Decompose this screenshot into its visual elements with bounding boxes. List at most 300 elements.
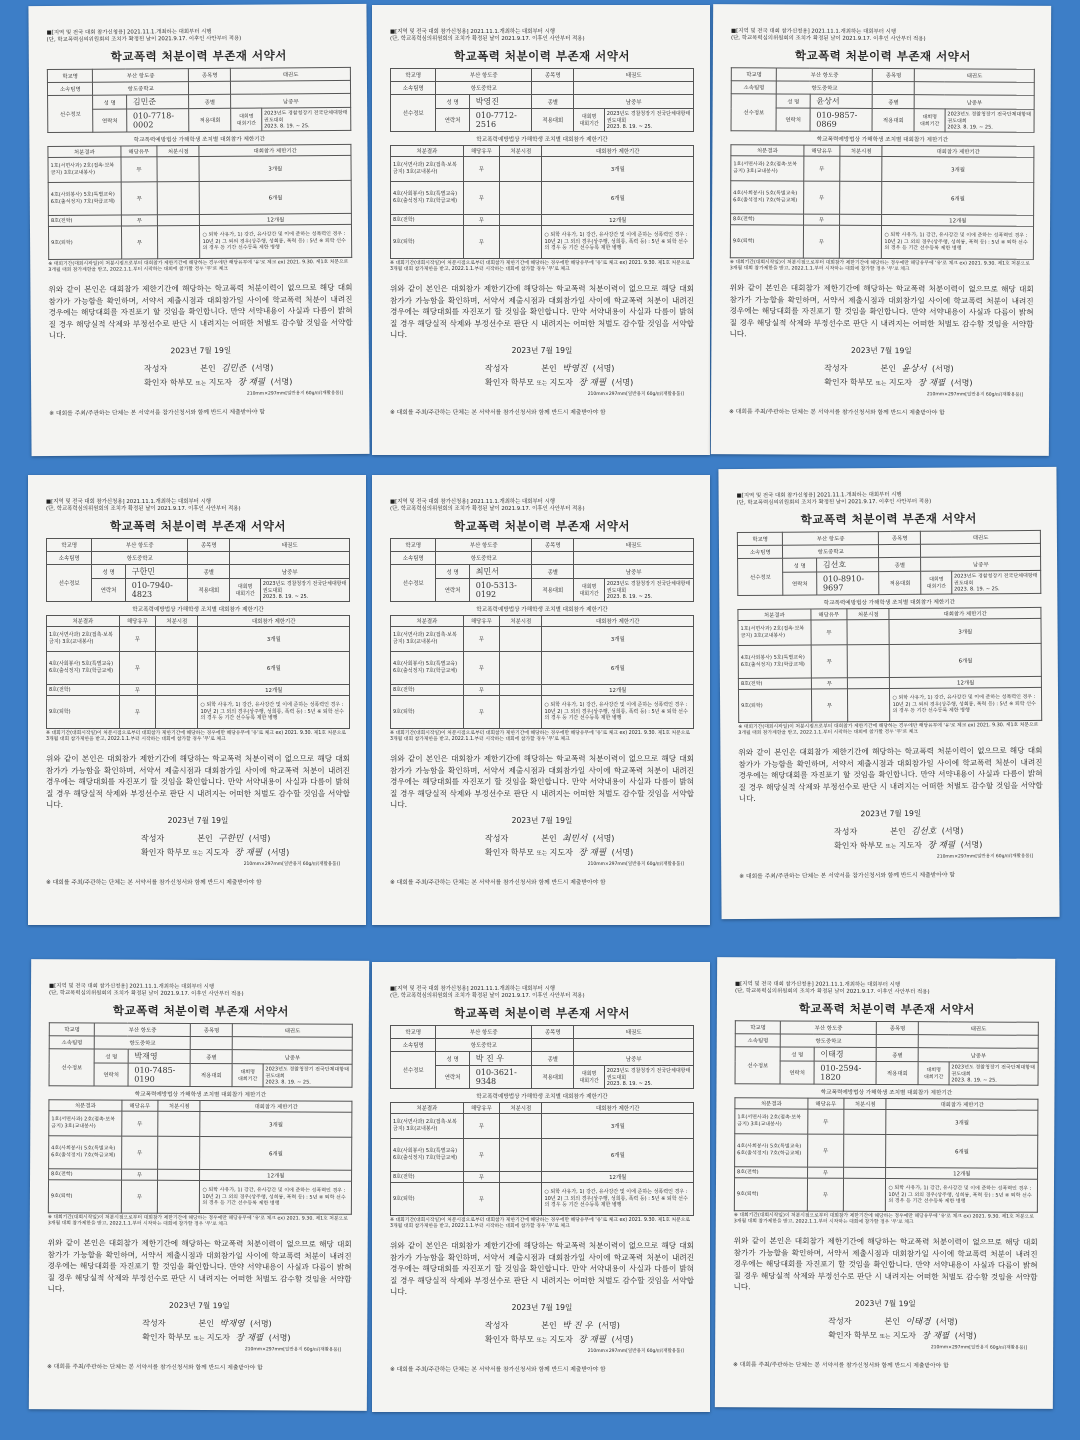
confirmer-line: 확인자 학부모 또는 지도자 장 재필 (서명)	[485, 847, 634, 858]
col-header: 해당유무	[119, 616, 155, 627]
cell: ○ 퇴학 사유가, 1) 강간, 유사강간 및 이에 준하는 성폭력인 경우 : 10년 2) 그 외의 경우(상주행, 성희롱, 폭력 등) : 5년 ※ 퇴학 선수의 경우 등 기간 선수등록 제한 병행	[886, 1179, 1038, 1213]
writer-line: 작성자 본인 김선호 (서명)	[833, 826, 964, 837]
row-label: 1호(서면사과) 2호(접촉·보복금지) 3호(교내봉사)	[48, 157, 121, 183]
pledge-sheet	[28, 475, 366, 925]
event: 태권도	[230, 539, 350, 552]
header-line: (단, 학교폭력심의위원회의 조치가 확정된 날이 2021.9.17. 이후인 사안부터 적용)	[48, 990, 244, 998]
label: 소속팀명	[731, 81, 777, 94]
cell: 무	[463, 182, 499, 215]
label: 성 명	[436, 95, 469, 109]
label: 대회명 대회기간	[232, 1064, 262, 1087]
confirmer-line: 확인자 학부모 또는 지도자 장 재필 (서명)	[141, 847, 290, 858]
sheet-title: 학교폭력 처분이력 부존재 서약서	[453, 1006, 631, 1020]
cell: 무	[463, 685, 499, 696]
header-line: ■[지역 및 전국 대회 참가신청용] 2021.11.1.개최하는 대회부터 시행	[390, 29, 556, 35]
self-signature: 이태경	[905, 1317, 931, 1328]
pledge-date: 2023년 7월 19일	[511, 345, 573, 355]
label: 종별	[879, 557, 922, 571]
competition: 2023년도 경찰청장기 전국단체대항태권도대회 2023. 8. 19. ~ 25.	[261, 107, 350, 131]
col-header: 처분결과	[391, 146, 464, 157]
col-header: 해당유무	[463, 1103, 499, 1114]
event: 태권도	[574, 1026, 694, 1039]
competition: 2023년도 경찰청장기 전국단체대항태권도대회 2023. 8. 19. ~ 25.	[604, 1066, 693, 1089]
sheet-title: 학교폭력 처분이력 부존재 서약서	[794, 48, 971, 64]
writer-line: 작성자 본인 박재영 (서명)	[142, 1318, 272, 1330]
cell: ○ 퇴학 사유가, 1) 강간, 유사강간 및 이에 준하는 성폭력인 경우 : 10년 2) 그 외의 경우(상주행, 성희롱, 폭력 등) : 5년 ※ 퇴학 선수의 경우 등 기간 선수등록 제한 병행	[200, 224, 352, 258]
header-line: ■[지역 및 전국 대회 참가신청용] 2021.11.1.개최하는 대회부터 시행	[735, 981, 901, 989]
competition: 2023년도 경찰청장기 전국단체대항태권도대회 2023. 8. 19. ~ 25.	[951, 570, 1040, 594]
label: 학교명	[391, 1026, 436, 1039]
col-header: 대회참가 제한기간	[886, 1099, 1038, 1111]
label: 종목명	[876, 1021, 918, 1034]
label: 성 명	[92, 565, 125, 579]
label: 연락처	[436, 1066, 469, 1089]
cell: 3개월	[542, 157, 694, 182]
label: 대회명 대회기간	[918, 1062, 948, 1085]
school: 부산 항도중	[436, 69, 532, 82]
col-header: 처분시점	[158, 1100, 200, 1111]
label: 적용대회	[879, 571, 922, 594]
table-note: ※ 대회기간(대회시작일)이 처분시점으로부터 대회참가 제한기간에 해당하는 경우에만 해당유무에 '유'로 체크 ex) 2021. 9.30. 제1호 처분으로 3개월 대회 참가제한을 받고, 2022.1.1.부터 시작하는 대회에 참가할 경우 '무'로 체크	[48, 259, 349, 274]
label: 선수정보	[391, 1052, 436, 1089]
cell: 무	[803, 225, 840, 258]
table-note: ※ 대회기간(대회시작일)이 처분시점으로부터 대회참가 제한기간에 해당하는 경우에만 해당유무에 '유'로 체크 ex) 2021. 9.30. 제1호 처분으로 3개월 대회 참가제한을 받고, 2022.1.1.부터 시작하는 대회에 참가할 경우 '무'로 체크	[729, 260, 1030, 273]
cell: 12개월	[542, 1172, 694, 1183]
pledge-sheet	[29, 959, 369, 1411]
player-name: 구한민	[125, 565, 187, 579]
cell: 무	[121, 215, 157, 226]
col-header: 처분결과	[735, 1098, 808, 1109]
col-header: 처분결과	[738, 609, 811, 621]
writer-line: 작성자 본인 구한민 (서명)	[141, 833, 271, 844]
label: 학교명	[391, 539, 436, 552]
cell: 12개월	[890, 676, 1042, 688]
paper-note: 210mm×297mm[일반용지 60g/㎡(재활용품)]	[930, 1345, 1028, 1351]
col-header: 대회참가 제한기간	[542, 146, 694, 157]
competition: 2023년도 경찰청장기 전국단체대항태권도대회 2023. 8. 19. ~ 25.	[604, 109, 693, 132]
label: 대회명 대회기간	[921, 571, 951, 594]
label: 적용대회	[532, 109, 574, 132]
player-name: 최민서	[469, 565, 531, 579]
label: 학교명	[737, 532, 783, 545]
cell: 6개월	[198, 652, 350, 685]
gender: 남중부	[574, 565, 694, 579]
table-caption: 학교폭력예방법상 가해학생 조치별 대회참가 제한기간	[133, 136, 266, 144]
table-caption: 학교폭력예방법상 가해학생 조치별 대회참가 제한기간	[823, 599, 956, 607]
info-table	[737, 530, 1041, 596]
cell: 3개월	[200, 1112, 352, 1138]
col-header: 처분결과	[731, 145, 804, 156]
player-phone: 010-7718-0002	[126, 109, 188, 132]
label: 학교명	[47, 69, 93, 82]
label: 학교명	[49, 1023, 95, 1036]
self-signature: 박영진	[562, 363, 588, 374]
event: 태권도	[919, 1022, 1039, 1036]
cell: 무	[463, 1114, 499, 1139]
cell: 무	[807, 1134, 844, 1167]
label: 선수정보	[48, 95, 94, 132]
confirmer-line: 확인자 학부모 또는 지도자 장 재필 (서명)	[485, 377, 634, 388]
competition: 2023년도 경찰청장기 전국단체대항태권도대회 2023. 8. 19. ~ 25.	[263, 1064, 352, 1087]
player-name: 윤상서	[810, 94, 872, 108]
col-header: 처분시점	[500, 146, 542, 157]
writer-line: 작성자 본인 박 진 우 (서명)	[485, 1320, 620, 1331]
school: 부산 항도중	[783, 532, 879, 546]
event: 태권도	[231, 67, 351, 81]
label: 종별	[876, 1047, 918, 1061]
col-header: 처분시점	[844, 1098, 886, 1109]
cell: 무	[119, 685, 155, 696]
cell: 12개월	[542, 685, 694, 696]
label: 소속팀명	[49, 1036, 95, 1049]
header-line: (단, 학교폭력심의위원회의 조치가 확정된 날이 2021.9.17. 이후인 사안부터 적용)	[46, 506, 241, 512]
school: 부산 항도중	[93, 69, 189, 83]
event: 태권도	[574, 69, 694, 82]
cell: 무	[463, 1172, 499, 1183]
label: 적용대회	[532, 579, 574, 602]
cell: 3개월	[198, 627, 350, 652]
header-line: (단, 학교폭력심의위원회의 조치가 확정된 날이 2021.9.17. 이후인 사안부터 적용)	[730, 35, 926, 43]
event: 태권도	[233, 1024, 353, 1038]
self-signature: 김민준	[221, 363, 247, 374]
bottom-note: ※ 대회를 주최/주관하는 단체는 본 서약서를 참가신청서와 함께 반드시 제출받아야 함	[729, 409, 945, 417]
paper-note: 210mm×297mm[일반용지 60g/㎡(재활용품)]	[246, 390, 344, 397]
confirmer-line: 확인자 학부모 또는 지도자 장 재필 (서명)	[144, 377, 293, 388]
col-header: 처분결과	[49, 1100, 122, 1111]
cell: 6개월	[200, 1137, 352, 1171]
pledge-sheet	[718, 467, 1059, 919]
gender: 남중부	[231, 93, 351, 108]
bottom-note: ※ 대회를 주최/주관하는 단체는 본 서약서를 참가신청서와 함께 반드시 제출받아야 함	[739, 872, 955, 881]
table-caption: 학교폭력예방법상 가해학생 조치별 대회참가 제한기간	[820, 1089, 953, 1097]
label: 종별	[190, 1049, 232, 1063]
label: 대회명 대회기간	[230, 579, 260, 602]
pledge-paragraph: 위와 같이 본인은 대회참가 제한기간에 해당하는 학교폭력 처분이력이 없으므로 해당 대회 참가가 가능함을 확인하며, 서약서 제출시점과 대회참가일 사이에 학교폭력 처분이 내려진 경우에는 해당대회를 자진포기 할 것임을 확인합니다. 만약 서약내용이 사실과 다름이 밝혀질 경우 해당실적 삭제와 부정선수로 판단 시 내려지는 어떠한 처벌도 감수할 것임을 서약합니다.	[48, 282, 353, 341]
gender: 남중부	[574, 1052, 694, 1066]
col-header: 해당유무	[463, 616, 499, 627]
col-header: 대회참가 제한기간	[200, 1101, 352, 1113]
cell: 6개월	[542, 1139, 694, 1172]
event: 태권도	[915, 69, 1035, 83]
label: 적용대회	[876, 1061, 919, 1084]
label: 적용대회	[872, 108, 915, 131]
penalty-table	[734, 1097, 1039, 1213]
row-label: 8호(전학)	[47, 685, 120, 696]
row-label: 9호(퇴학)	[391, 226, 464, 259]
table-note: ※ 대회기간(대회시작일)이 처분시점으로부터 대회참가 제한기간에 해당하는 경우에만 해당유무에 '유'로 체크 ex) 2021. 9.30. 제1호 처분으로 3개월 대회 참가제한을 받고, 2022.1.1.부터 시작하는 대회에 참가할 경우 '무'로 체크	[738, 722, 1039, 737]
label: 학교명	[391, 69, 436, 82]
label: 소속팀명	[737, 545, 783, 558]
cell: 무	[463, 1139, 499, 1172]
label: 적용대회	[532, 1066, 574, 1089]
label: 선수정보	[731, 94, 777, 131]
self-signature: 박재영	[219, 1319, 245, 1330]
table-caption: 학교폭력예방법상 가해학생 조치별 대회참가 제한기간	[816, 136, 949, 144]
writer-line: 작성자 본인 박영진 (서명)	[485, 363, 615, 374]
bottom-note: ※ 대회를 주최/주관하는 단체는 본 서약서를 참가신청서와 함께 반드시 제출받아야 함	[733, 1362, 949, 1370]
table-caption: 학교폭력예방법상 가해학생 조치별 대회참가 제한기간	[134, 1091, 267, 1099]
cell: ○ 퇴학 사유가, 1) 강간, 유사강간 및 이에 준하는 성폭력인 경우 : 10년 2) 그 외의 경우(상주행, 성희롱, 폭력 등) : 5년 ※ 퇴학 선수의 경우 등 기간 선수등록 제한 병행	[542, 226, 694, 259]
school: 부산 항도중	[781, 1021, 877, 1035]
self-signature: 박 진 우	[562, 1320, 593, 1331]
player-phone: 010-9857-0869	[810, 108, 872, 131]
label: 대회명 대회기간	[231, 108, 261, 131]
label: 종별	[532, 95, 574, 109]
coach-signature: 장 재필	[921, 1331, 950, 1342]
team: 항도중학교	[436, 552, 532, 565]
col-header: 대회참가 제한기간	[542, 616, 694, 627]
sheet-title: 학교폭력 처분이력 부존재 서약서	[109, 519, 287, 533]
label: 성 명	[783, 558, 816, 572]
sheet-title: 학교폭력 처분이력 부존재 서약서	[453, 49, 631, 63]
col-header: 처분시점	[500, 1103, 542, 1114]
writer-line: 작성자 본인 이태경 (서명)	[828, 1316, 958, 1328]
cell: 3개월	[542, 627, 694, 652]
col-header: 처분시점	[847, 608, 889, 619]
cell: 무	[121, 157, 158, 182]
header-line: (단, 학교폭력심의위원회의 조치가 확정된 날이 2021.9.17. 이후인 사안부터 적용)	[390, 993, 585, 999]
col-header: 처분시점	[500, 616, 542, 627]
label: 연락처	[776, 108, 809, 131]
coach-signature: 장 재필	[578, 847, 607, 858]
paper-note: 210mm×297mm[일반용지 60g/㎡(재활용품)]	[587, 391, 684, 397]
label: 성 명	[436, 1052, 469, 1066]
player-phone: 010-7712-2516	[469, 109, 531, 132]
row-label: 4호(사회봉사) 5호(특별교육) 6호(출석정지) 7호(학급교체)	[48, 182, 121, 216]
cell: ○ 퇴학 사유가, 1) 강간, 유사강간 및 이에 준하는 성폭력인 경우 : 10년 2) 그 외의 경우(상주행, 성희롱, 폭력 등) : 5년 ※ 퇴학 선수의 경우 등 기간 선수등록 제한 병행	[542, 696, 694, 729]
self-signature: 최민서	[562, 833, 588, 844]
info-table	[731, 67, 1035, 133]
col-header: 해당유무	[121, 146, 157, 157]
cell: 무	[803, 156, 839, 181]
bottom-note: ※ 대회를 주최/주관하는 단체는 본 서약서를 참가신청서와 함께 반드시 제출받아야 함	[390, 879, 606, 886]
confirmer-line: 확인자 학부모 또는 지도자 장 재필 (서명)	[834, 840, 983, 851]
team: 항도중학교	[93, 82, 189, 96]
header-line: ■[지역 및 전국 대회 참가신청용] 2021.11.1.개최하는 대회부터 시행	[46, 28, 212, 37]
competition: 2023년도 경찰청장기 전국단체대항태권도대회 2023. 8. 19. ~ 25.	[260, 579, 349, 602]
gender: 남중부	[919, 1048, 1039, 1063]
info-table	[390, 538, 694, 602]
table-caption: 학교폭력예방법상 가해학생 조치별 대회참가 제한기간	[132, 607, 264, 613]
bottom-note: ※ 대회를 주최/주관하는 단체는 본 서약서를 참가신청서와 함께 반드시 제출받아야 함	[390, 1366, 606, 1373]
table-note: ※ 대회기간(대회시작일)이 처분시점으로부터 대회참가 제한기간에 해당하는 경우에만 해당유무에 '유'로 체크 ex) 2021. 9.30. 제1호 처분으로 3개월 대회 참가제한을 받고, 2022.1.1.부터 시작하는 대회에 참가할 경우 '무'로 체크	[390, 1218, 691, 1229]
competition: 2023년도 경찰청장기 전국단체대항태권도대회 2023. 8. 19. ~ 25.	[945, 109, 1034, 132]
label: 소속팀명	[47, 552, 92, 565]
penalty-table	[390, 145, 694, 259]
pledge-sheet	[372, 962, 710, 1412]
label: 소속팀명	[47, 82, 93, 95]
cell: 무	[803, 181, 840, 214]
label: 학교명	[735, 1021, 781, 1034]
cell: 3개월	[882, 157, 1034, 183]
row-label: 4호(사회봉사) 5호(특별교육) 6호(출석정지) 7호(학급교체)	[735, 1134, 808, 1167]
event: 태권도	[574, 539, 694, 552]
row-label: 1호(서면사과) 2호(접촉·보복금지) 3호(교내봉사)	[738, 620, 811, 646]
label: 적용대회	[188, 579, 230, 602]
label: 성 명	[436, 565, 469, 579]
penalty-table	[46, 615, 350, 729]
cell: 6개월	[886, 1135, 1038, 1169]
school: 부산 항도중	[95, 1023, 191, 1037]
info-table	[49, 1022, 353, 1088]
gender: 남중부	[233, 1050, 353, 1065]
header-line: ■[지역 및 전국 대회 참가신청용] 2021.11.1.개최하는 대회부터 시행	[736, 491, 902, 500]
player-phone: 010-8910-9697	[816, 572, 878, 595]
pledge-date: 2023년 7월 19일	[169, 1300, 230, 1311]
player-name: 박 진 우	[469, 1052, 531, 1066]
table-caption: 학교폭력예방법상 가해학생 조치별 대회참가 제한기간	[476, 137, 608, 143]
cell: 무	[463, 696, 499, 729]
label: 대회명 대회기간	[574, 109, 604, 132]
header-line: (단, 학교폭력심의위원회의 조치가 확정된 날이 2021.9.17. 이후인 사안부터 적용)	[734, 988, 930, 996]
col-header: 해당유무	[122, 1100, 158, 1111]
label: 소속팀명	[391, 552, 436, 565]
row-label: 4호(사회봉사) 5호(특별교육) 6호(출석정지) 7호(학급교체)	[391, 1139, 464, 1172]
paper-note: 210mm×297mm[일반용지 60g/㎡(재활용품)]	[244, 1347, 342, 1353]
cell: 3개월	[542, 1114, 694, 1139]
cell: ○ 퇴학 사유가, 1) 강간, 유사강간 및 이에 준하는 성폭력인 경우 : 10년 2) 그 외의 경우(상주행, 성희롱, 폭력 등) : 5년 ※ 퇴학 선수의 경우 등 기간 선수등록 제한 병행	[542, 1183, 694, 1216]
paper-note: 210mm×297mm[일반용지 60g/㎡(재활용품)]	[587, 861, 684, 867]
penalty-table	[390, 1102, 694, 1216]
paper-note: 210mm×297mm[일반용지 60g/㎡(재활용품)]	[243, 861, 340, 867]
label: 적용대회	[190, 1063, 233, 1086]
row-label: 1호(서면사과) 2호(접촉·보복금지) 3호(교내봉사)	[731, 156, 804, 181]
row-label: 8호(전학)	[731, 214, 804, 225]
label: 학교명	[47, 539, 92, 552]
pledge-sheet	[372, 5, 710, 455]
player-phone: 010-2594-1820	[814, 1061, 876, 1084]
cell: 무	[803, 214, 839, 225]
cell: 무	[119, 627, 155, 652]
pledge-date: 2023년 7월 19일	[860, 808, 922, 819]
gender: 남중부	[921, 556, 1041, 571]
label: 선수정보	[391, 565, 436, 602]
self-signature: 김선호	[911, 826, 937, 837]
paper-note: 210mm×297mm[일반용지 60g/㎡(재활용품)]	[926, 392, 1024, 398]
penalty-table	[730, 144, 1035, 260]
label: 연락처	[780, 1061, 813, 1084]
row-label: 8호(전학)	[391, 1172, 464, 1183]
label: 종별	[532, 565, 574, 579]
confirmer-line: 확인자 학부모 또는 지도자 장 재필 (서명)	[824, 377, 973, 389]
row-label: 9호(퇴학)	[391, 1183, 464, 1216]
header-line: (단, 학교폭력심의위원회의 조치가 확정된 날이 2021.9.17. 이후인 사안부터 적용)	[390, 36, 585, 42]
table-note: ※ 대회기간(대회시작일)이 처분시점으로부터 대회참가 제한기간에 해당하는 경우에만 해당유무에 '유'로 체크 ex) 2021. 9.30. 제1호 처분으로 3개월 대회 참가제한을 받고, 2022.1.1.부터 시작하는 대회에 참가할 경우 '무'로 체크	[390, 261, 691, 272]
label: 종목명	[188, 539, 230, 552]
cell: 무	[463, 1183, 499, 1216]
pledge-paragraph: 위와 같이 본인은 대회참가 제한기간에 해당하는 학교폭력 처분이력이 없으므로 해당 대회 참가가 가능함을 확인하며, 서약서 제출시점과 대회참가일 사이에 학교폭력 처분이 내려진 경우에는 해당대회를 자진포기 할 것임을 확인합니다. 만약 서약내용이 사실과 다름이 밝혀질 경우 해당실적 삭제와 부정선수로 판단 시 내려지는 어떠한 처벌도 감수할 것임을 서약합니다.	[733, 1236, 1038, 1292]
coach-signature: 장 재필	[578, 1334, 607, 1345]
label: 선수정보	[49, 1049, 95, 1086]
player-phone: 010-5313-0192	[469, 579, 531, 602]
info-table	[47, 67, 351, 133]
cell: 12개월	[542, 215, 694, 226]
coach-signature: 장 재필	[578, 377, 607, 388]
team: 항도중학교	[92, 552, 188, 565]
pledge-date: 2023년 7월 19일	[855, 1298, 916, 1309]
label: 적용대회	[189, 108, 232, 131]
pledge-paragraph: 위와 같이 본인은 대회참가 제한기간에 해당하는 학교폭력 처분이력이 없으므로 해당 대회 참가가 가능함을 확인하며, 서약서 제출시점과 대회참가일 사이에 학교폭력 처분이 내려진 경우에는 해당대회를 자진포기 할 것임을 확인합니다. 만약 서약내용이 사실과 다름이 밝혀질 경우 해당실적 삭제와 부정선수로 판단 시 내려지는 어떠한 처벌도 감수할 것임을 서약합니다.	[729, 283, 1034, 339]
label: 연락처	[436, 109, 469, 132]
team: 항도중학교	[95, 1036, 191, 1050]
label: 연락처	[94, 1063, 127, 1086]
team: 항도중학교	[436, 82, 532, 95]
sheet-title: 학교폭력 처분이력 부존재 서약서	[798, 1001, 975, 1017]
col-header: 해당유무	[463, 146, 499, 157]
info-table	[390, 68, 694, 132]
sheet-title: 학교폭력 처분이력 부존재 서약서	[110, 48, 287, 64]
label: 연락처	[93, 109, 126, 132]
info-table	[46, 538, 350, 602]
school: 부산 항도중	[777, 68, 873, 82]
cell: 무	[807, 1109, 843, 1134]
penalty-table	[390, 615, 694, 729]
label: 학교명	[731, 68, 777, 81]
cell: ○ 퇴학 사유가, 1) 강간, 유사강간 및 이에 준하는 성폭력인 경우 : 10년 2) 그 외의 경우(상주행, 성희롱, 폭력 등) : 5년 ※ 퇴학 선수의 경우 등 기간 선수등록 제한 병행	[882, 226, 1034, 260]
row-label: 9호(퇴학)	[734, 1178, 807, 1211]
penalty-table	[737, 607, 1042, 723]
event: 태권도	[921, 530, 1041, 544]
player-name: 김민준	[126, 95, 188, 109]
col-header: 대회참가 제한기간	[542, 1103, 694, 1114]
player-phone: 010-7485-0190	[128, 1063, 190, 1086]
col-header: 처분시점	[156, 616, 198, 627]
row-label: 9호(퇴학)	[738, 689, 811, 723]
pledge-paragraph: 위와 같이 본인은 대회참가 제한기간에 해당하는 학교폭력 처분이력이 없으므로 해당 대회 참가가 가능함을 확인하며, 서약서 제출시점과 대회참가일 사이에 학교폭력 처분이 내려진 경우에는 해당대회를 자진포기 할 것임을 확인합니다. 만약 서약내용이 사실과 다름이 밝혀질 경우 해당실적 삭제와 부정선수로 판단 시 내려지는 어떠한 처벌도 감수할 것임을 서약합니다.	[390, 1241, 694, 1297]
row-label: 8호(전학)	[738, 678, 811, 690]
label: 종별	[872, 94, 914, 108]
header-line: ■[지역 및 전국 대회 참가신청용] 2021.11.1.개최하는 대회부터 시행	[390, 499, 556, 505]
cell: 3개월	[886, 1110, 1038, 1136]
cell: 6개월	[200, 180, 352, 214]
competition: 2023년도 경찰청장기 전국단체대항태권도대회 2023. 8. 19. ~ 25.	[604, 579, 693, 602]
label: 종목명	[190, 1023, 232, 1036]
bottom-note: ※ 대회를 주최/주관하는 단체는 본 서약서를 참가신청서와 함께 반드시 제출받아야 함	[49, 409, 265, 418]
player-name: 박재영	[128, 1049, 190, 1063]
cell: 6개월	[542, 652, 694, 685]
label: 소속팀명	[391, 1039, 436, 1052]
player-name: 이태경	[814, 1047, 876, 1061]
col-header: 처분결과	[391, 1103, 464, 1114]
label: 성 명	[777, 94, 810, 108]
col-header: 처분시점	[840, 145, 882, 156]
cell: 무	[811, 678, 847, 689]
row-label: 8호(전학)	[48, 215, 121, 227]
coach-signature: 장 재필	[927, 840, 956, 851]
row-label: 4호(사회봉사) 5호(특별교육) 6호(출석정지) 7호(학급교체)	[391, 652, 464, 685]
col-header: 처분결과	[391, 616, 464, 627]
cell: 무	[811, 620, 848, 645]
sheet-title: 학교폭력 처분이력 부존재 서약서	[112, 1003, 289, 1019]
label: 선수정보	[738, 558, 784, 595]
penalty-table	[48, 1099, 353, 1215]
confirmer-line: 확인자 학부모 또는 지도자 장 재필 (서명)	[142, 1332, 291, 1344]
col-header: 처분시점	[157, 145, 199, 156]
cell: 무	[811, 689, 848, 722]
pledge-sheet	[28, 4, 369, 456]
cell: 무	[119, 696, 155, 729]
table-note: ※ 대회기간(대회시작일)이 처분시점으로부터 대회참가 제한기간에 해당하는 경우에만 해당유무에 '유'로 체크 ex) 2021. 9.30. 제1호 처분으로 3개월 대회 참가제한을 받고, 2022.1.1.부터 시작하는 대회에 참가할 경우 '무'로 체크	[390, 731, 691, 742]
label: 소속팀명	[391, 82, 436, 95]
cell: 12개월	[198, 685, 350, 696]
pledge-paragraph: 위와 같이 본인은 대회참가 제한기간에 해당하는 학교폭력 처분이력이 없으므로 해당 대회 참가가 가능함을 확인하며, 서약서 제출시점과 대회참가일 사이에 학교폭력 처분이 내려진 경우에는 해당대회를 자진포기 할 것임을 확인합니다. 만약 서약내용이 사실과 다름이 밝혀질 경우 해당실적 삭제와 부정선수로 판단 시 내려지는 어떠한 처벌도 감수할 것임을 서약합니다.	[47, 1238, 352, 1294]
pledge-paragraph: 위와 같이 본인은 대회참가 제한기간에 해당하는 학교폭력 처분이력이 없으므로 해당 대회 참가가 가능함을 확인하며, 서약서 제출시점과 대회참가일 사이에 학교폭력 처분이 내려진 경우에는 해당대회를 자진포기 할 것임을 확인합니다. 만약 서약내용이 사실과 다름이 밝혀질 경우 해당실적 삭제와 부정선수로 판단 시 내려지는 어떠한 처벌도 감수할 것임을 서약합니다.	[46, 754, 350, 810]
pledge-date: 2023년 7월 19일	[511, 815, 573, 825]
coach-signature: 장 재필	[235, 1333, 264, 1344]
writer-line: 작성자 본인 김민준 (서명)	[143, 363, 274, 374]
row-label: 4호(사회봉사) 5호(특별교육) 6호(출석정지) 7호(학급교체)	[49, 1136, 122, 1169]
header-line: (단, 학교폭력심의위원회의 조치가 확정된 날이 2021.9.17. 이후인 사안부터 적용)	[390, 506, 585, 512]
